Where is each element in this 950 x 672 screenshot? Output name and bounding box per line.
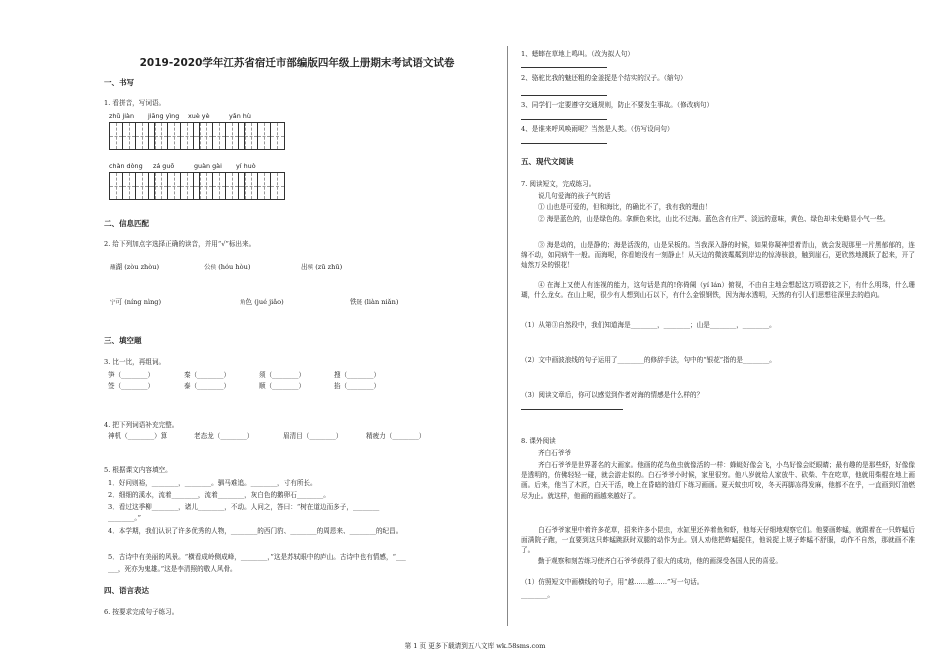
- reading-item: 蘸湖 (zòu zhòu): [110, 263, 160, 271]
- q5-line[interactable]: 4．本学期，我们认识了许多优秀的人物，________的西门豹、________的周恩来、________的纪昌。: [108, 527, 403, 535]
- answer-line[interactable]: [521, 119, 607, 120]
- passage-paragraph: 勤于观察和刻苦练习使齐白石爷爷获得了很大的成功，他的画深受各国人民的喜爱。: [538, 557, 782, 565]
- passage-paragraph: ① 山也是可爱的，但和海比，的确比不了，我有我的理由！: [538, 203, 712, 211]
- reading-item: 公侯 (hóu hòu): [204, 263, 251, 271]
- idiom-blank[interactable]: 老态龙（________）: [194, 432, 254, 440]
- compare-cell[interactable]: 掐（________）: [334, 382, 381, 390]
- compare-cell[interactable]: 秦（________）: [184, 371, 231, 379]
- writing-grid[interactable]: [109, 122, 285, 150]
- compare-cell[interactable]: 顺（________）: [259, 382, 306, 390]
- sentence-task: 1、蟋蟀在草地上鸣叫。（改为拟人句）: [521, 50, 634, 58]
- q5-line[interactable]: 5．古诗中有美丽的风景。“横看成岭侧成峰，________，”这是苏轼眼中的庐山。古诗中也有情感，“___: [108, 553, 406, 561]
- page-footer: 第 1 页 更多下载请到五八文库 wk.58sms.com: [404, 642, 546, 650]
- answer-line[interactable]: [521, 409, 623, 410]
- sentence-task: 2、骆驼比我的魅还粗的金釜捉是个结实的汉子。（缩句）: [521, 74, 687, 82]
- q1-prompt: 1. 看拼音，写词语。: [104, 99, 166, 107]
- passage-paragraph: ③ 海是动的，山是静的；海是活泼的，山是呆板的。当我深入静的时候，如果你凝神望着青山，就会发现那里一片黑郁郁的，连绵不动，如同病牛一般。而海呢，你看她没有一刻静止！从天边的微波粼粼到岸边的惊涛骇浪，触到崖石，更欣然地溅跃了起来，开了灿然万朵的银花！: [521, 241, 915, 270]
- q5-line[interactable]: ___，死亦为鬼雄。”这是李清照的敬人风骨。: [108, 565, 237, 573]
- writing-grid[interactable]: [109, 172, 285, 200]
- reading-item: 角色 (jué jiǎo): [240, 298, 284, 306]
- section-expression: 四、语言表达: [104, 586, 149, 595]
- q3-prompt: 3. 比一比，再组词。: [104, 358, 166, 366]
- q4-prompt: 4. 把下列词语补充完整。: [104, 421, 179, 429]
- pinyin: zhǔ jiàn: [109, 112, 135, 120]
- answer-line[interactable]: [521, 95, 607, 96]
- passage-paragraph: ④ 在海上又使人有连视的能力，这句话是真的!你倚阑（yí lán）俯视，不由自主地会想起这万顷碧波之下，有什么明珠，什么珊瑚，什么龙女。在山上呢，很少有人想到山石以下，有什么金银钢铁，因为海水透明，天然的有引人们思想往深里去的趋向。: [521, 281, 915, 300]
- answer-line[interactable]: [521, 143, 607, 144]
- q5-prompt: 5. 根据课文内容填空。: [104, 466, 172, 474]
- sub-question[interactable]: （1）从第③自然段中，我们知道海是________，________；山是________，________。: [521, 321, 776, 329]
- q5-line[interactable]: 3．看过这季柳________，诸儿________，不动。人问之，答曰：“树在道边而多子，________: [108, 503, 380, 511]
- column-divider: [507, 46, 508, 626]
- q5-line[interactable]: 1．好问则裕，________，________。驷马难追。________，寸有所长。: [108, 479, 317, 487]
- compare-cell[interactable]: 笋（________）: [108, 371, 155, 379]
- passage-paragraph: 白石爷爷家里中着许多花草，招来许多小昆虫，水缸里还养着鱼和虾，他每天仔细地观察它们。他要画蚱蜢，就跟着在一只蚱蜢后面满院子跑，一直要到这只蚱蜢跳跃时双腿的动作为止。别人劝他把蚱蜢捉住，他说捉上规子蚱蜢不舒服，动作不自然，那就画不准了。: [521, 526, 915, 555]
- idiom-blank[interactable]: 眉清目（________）: [283, 432, 343, 440]
- doc-title: 2019-2020学年江苏省宿迁市部编版四年级上册期末考试语文试卷: [139, 57, 455, 69]
- pinyin: zá guō: [153, 162, 175, 170]
- passage-paragraph: ② 海是蓝色的，山是绿色的。拿颜色来比，山比不过海。蓝色含有庄严、淡远的意味，黄色、绿色却未免略显小气一些。: [538, 215, 890, 223]
- q7-prompt: 7. 阅读短文，完成练习。: [521, 180, 596, 188]
- passage-title: 说几句爱海的孩子气的话: [538, 192, 611, 200]
- answer-line[interactable]: [521, 67, 607, 68]
- pinyin: guàn gài: [194, 162, 222, 170]
- sentence-task: 3、同学们一定要遵守交通规则，防止不要发生事故。（修改病句）: [521, 101, 714, 109]
- passage-title: 齐白石爷爷: [538, 449, 571, 457]
- compare-cell[interactable]: 签（________）: [108, 382, 155, 390]
- q2-prompt: 2. 给下列加点字选择正确的读音，并用“√”标出来。: [104, 240, 256, 248]
- sub-question: （3）阅读文章后，你可以感觉到作者对海的情感是什么样的？: [521, 391, 704, 399]
- q6-prompt: 6. 按要求完成句子练习。: [104, 608, 179, 616]
- pinyin: yí huò: [236, 162, 256, 170]
- idiom-blank[interactable]: 神机（________）算: [108, 432, 168, 440]
- pinyin: xuè yè: [188, 112, 210, 120]
- sub-question[interactable]: （2）文中画波浪线的句子运用了________的修辞手法，句中的“银花”指的是________。: [521, 356, 776, 364]
- section-fill-blank: 三、填空题: [104, 336, 142, 345]
- passage-paragraph: 齐白石爷爷是世界著名的大画家。他画的花鸟鱼虫就像活的一样：蜂蜓好像会飞，小鸟好像会眨眼睛；最有趣的是那些虾，好像像是透明的，仿佛轻轻一碰，就会游走似的。白石爷爷小时候，家里很穷。他八岁就给人家放牛、砍柴、牛在吃草，他就用柴棍在地上画画。后来，他当了木匠，白天干活，晚上在昏暗的油灯下练习画画。夏天蚊虫叮咬，冬天再脚冻得发麻，他都不在乎，一直画到灯油燃尽为止。就这样，他画的画越来越好了。: [521, 461, 915, 500]
- sub-question: （1）仿照短文中画横线的句子，用“越……越……”写一句话。: [521, 578, 704, 586]
- q8-prompt: 8. 课外阅读: [521, 437, 556, 445]
- compare-cell[interactable]: 搜（________）: [334, 371, 381, 379]
- compare-cell[interactable]: 泰（________）: [184, 382, 231, 390]
- reading-item: 出殡 (zū zhū): [301, 263, 343, 271]
- q5-line[interactable]: ________。”: [108, 514, 142, 522]
- section-writing: 一、书写: [104, 78, 134, 87]
- reading-item: 铁链 (liàn niǎn): [350, 298, 399, 306]
- idiom-blank[interactable]: 精疲力（________）: [366, 432, 426, 440]
- pinyin: chàn dòng: [109, 162, 143, 170]
- pinyin: jiāng yìng: [148, 112, 180, 120]
- compare-cell[interactable]: 须（________）: [259, 371, 306, 379]
- section-matching: 二、信息匹配: [104, 219, 149, 228]
- section-reading: 五、现代文阅读: [521, 157, 574, 166]
- sentence-task: 4、是谁来呼风唤雨呢？当然是人类。（仿写设问句）: [521, 125, 674, 133]
- reading-item: 宁可 (níng nìng): [110, 298, 162, 306]
- answer-line[interactable]: ________。: [521, 591, 554, 599]
- q5-line[interactable]: 2．细细的溪水，流着________，流着________，灰白色的鹅卵石________。: [108, 491, 330, 499]
- pinyin: yǎn hù: [229, 112, 251, 120]
